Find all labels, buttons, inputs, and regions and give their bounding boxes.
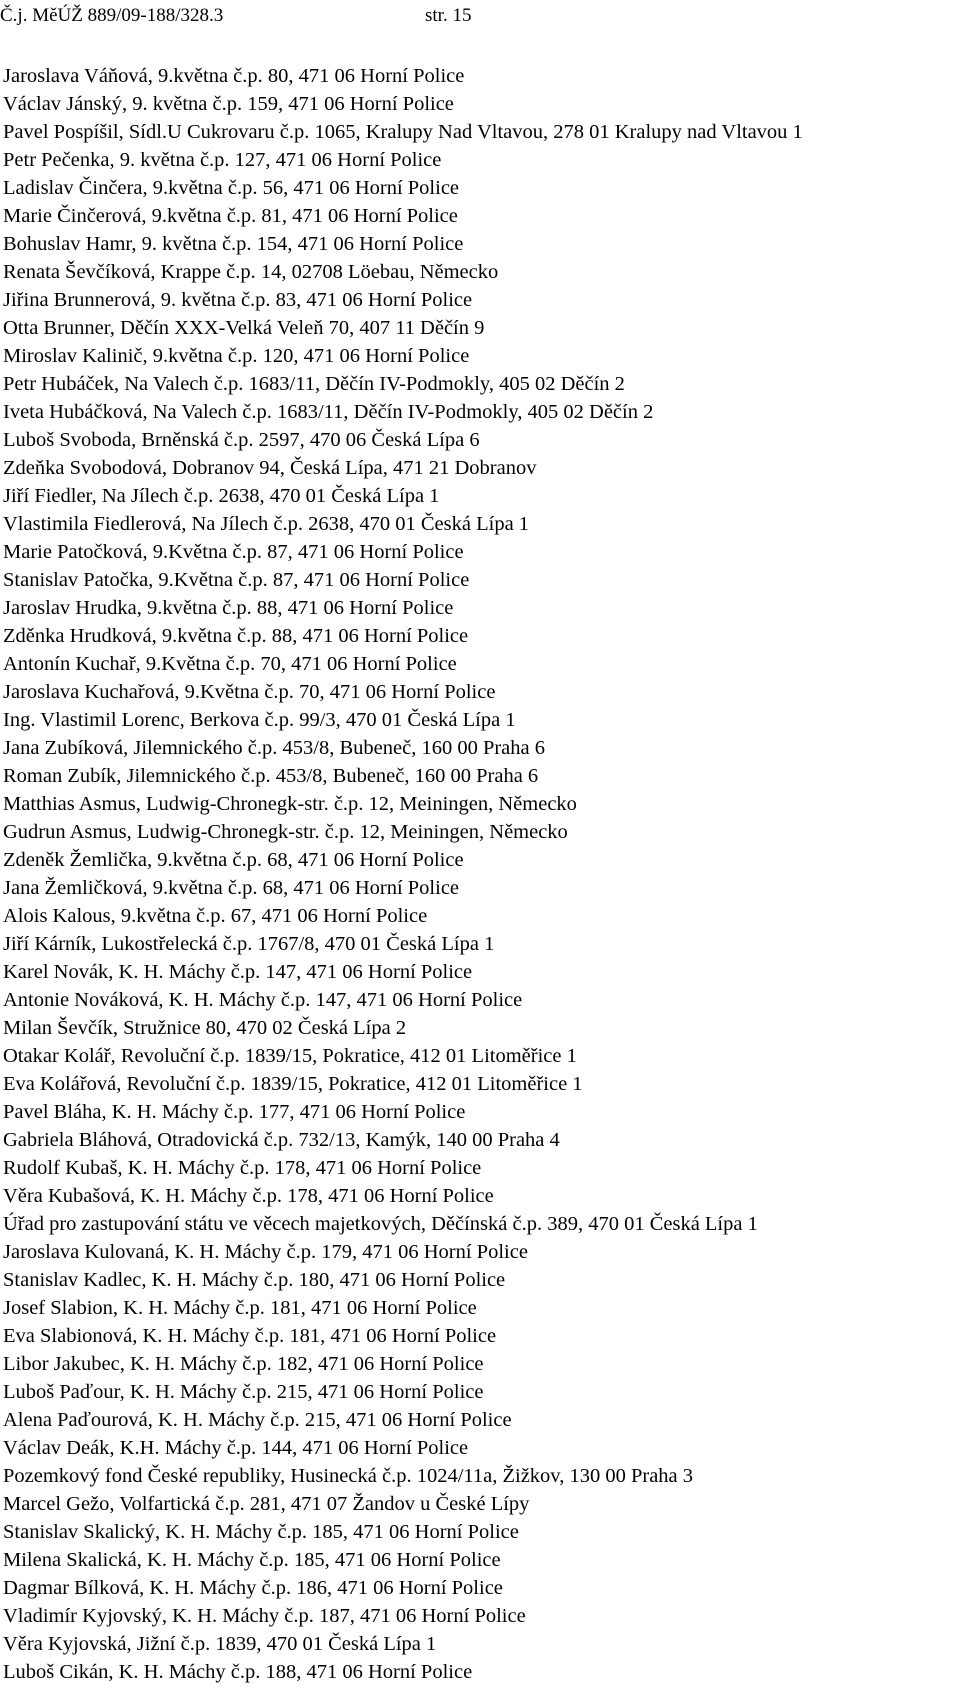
address-entry: Úřad pro zastupování státu ve věcech majetkových, Děčínská č.p. 389, 470 01 Česká Lípa 1 — [3, 1213, 758, 1235]
address-entry: Matthias Asmus, Ludwig-Chronegk-str. č.p. 12, Meiningen, Německo — [3, 793, 577, 815]
page-number: str. 15 — [425, 5, 472, 26]
address-entry: Milan Ševčík, Stružnice 80, 470 02 Česká Lípa 2 — [3, 1017, 407, 1039]
address-entry: Marcel Gežo, Volfartická č.p. 281, 471 07 Žandov u České Lípy — [3, 1493, 530, 1515]
address-entry: Dagmar Bílková, K. H. Máchy č.p. 186, 471 06 Horní Police — [3, 1577, 503, 1599]
address-entry: Jana Žemličková, 9.května č.p. 68, 471 06 Horní Police — [3, 877, 460, 899]
address-entry: Věra Kubašová, K. H. Máchy č.p. 178, 471 06 Horní Police — [3, 1185, 494, 1207]
address-entry: Vlastimila Fiedlerová, Na Jílech č.p. 2638, 470 01 Česká Lípa 1 — [3, 513, 530, 535]
address-entry: Jaroslav Hrudka, 9.května č.p. 88, 471 06 Horní Police — [3, 597, 454, 619]
address-entry: Jaroslava Kulovaná, K. H. Máchy č.p. 179, 471 06 Horní Police — [3, 1241, 528, 1263]
address-entry: Gudrun Asmus, Ludwig-Chronegk-str. č.p. 12, Meiningen, Německo — [3, 821, 568, 843]
address-entry: Rudolf Kubaš, K. H. Máchy č.p. 178, 471 06 Horní Police — [3, 1157, 482, 1179]
address-entry: Pozemkový fond České republiky, Husinecká č.p. 1024/11a, Žižkov, 130 00 Praha 3 — [3, 1465, 694, 1487]
address-entry: Stanislav Skalický, K. H. Máchy č.p. 185, 471 06 Horní Police — [3, 1521, 519, 1543]
address-entry: Zděnka Hrudková, 9.května č.p. 88, 471 06 Horní Police — [3, 625, 469, 647]
address-entry: Jiřina Brunnerová, 9. května č.p. 83, 471 06 Horní Police — [3, 289, 473, 311]
address-entry: Bohuslav Hamr, 9. května č.p. 154, 471 06 Horní Police — [3, 233, 464, 255]
address-entry: Marie Činčerová, 9.května č.p. 81, 471 06 Horní Police — [3, 205, 458, 227]
address-entry: Iveta Hubáčková, Na Valech č.p. 1683/11, Děčín IV-Podmokly, 405 02 Děčín 2 — [3, 401, 654, 423]
address-entry: Věra Kyjovská, Jižní č.p. 1839, 470 01 Česká Lípa 1 — [3, 1633, 437, 1655]
address-entry: Renata Ševčíková, Krappe č.p. 14, 02708 Löebau, Německo — [3, 261, 499, 283]
address-entry: Petr Pečenka, 9. května č.p. 127, 471 06 Horní Police — [3, 149, 442, 171]
address-entry: Ing. Vlastimil Lorenc, Berkova č.p. 99/3, 470 01 Česká Lípa 1 — [3, 709, 516, 731]
address-entry: Milena Skalická, K. H. Máchy č.p. 185, 471 06 Horní Police — [3, 1549, 501, 1571]
address-entry: Libor Jakubec, K. H. Máchy č.p. 182, 471 06 Horní Police — [3, 1353, 484, 1375]
address-entry: Alena Paďourová, K. H. Máchy č.p. 215, 471 06 Horní Police — [3, 1409, 512, 1431]
address-entry: Eva Slabionová, K. H. Máchy č.p. 181, 471 06 Horní Police — [3, 1325, 497, 1347]
address-entry: Zdeňka Svobodová, Dobranov 94, Česká Lípa, 471 21 Dobranov — [3, 457, 537, 479]
address-entry: Eva Kolářová, Revoluční č.p. 1839/15, Pokratice, 412 01 Litoměřice 1 — [3, 1073, 583, 1095]
address-entry: Antonín Kuchař, 9.Května č.p. 70, 471 06 Horní Police — [3, 653, 457, 675]
address-entry: Stanislav Patočka, 9.Května č.p. 87, 471 06 Horní Police — [3, 569, 470, 591]
address-entry: Otta Brunner, Děčín XXX-Velká Veleň 70, 407 11 Děčín 9 — [3, 317, 485, 339]
address-entry: Luboš Paďour, K. H. Máchy č.p. 215, 471 06 Horní Police — [3, 1381, 484, 1403]
address-entry: Vladimír Kyjovský, K. H. Máchy č.p. 187, 471 06 Horní Police — [3, 1605, 526, 1627]
address-entry: Stanislav Kadlec, K. H. Máchy č.p. 180, 471 06 Horní Police — [3, 1269, 506, 1291]
address-entry: Karel Novák, K. H. Máchy č.p. 147, 471 06 Horní Police — [3, 961, 473, 983]
address-entry: Antonie Nováková, K. H. Máchy č.p. 147, 471 06 Horní Police — [3, 989, 523, 1011]
address-entry: Petr Hubáček, Na Valech č.p. 1683/11, Děčín IV-Podmokly, 405 02 Děčín 2 — [3, 373, 625, 395]
address-entry: Otakar Kolář, Revoluční č.p. 1839/15, Pokratice, 412 01 Litoměřice 1 — [3, 1045, 577, 1067]
address-entry: Pavel Pospíšil, Sídl.U Cukrovaru č.p. 1065, Kralupy Nad Vltavou, 278 01 Kralupy nad Vltavou 1 — [3, 121, 803, 143]
address-entry: Josef Slabion, K. H. Máchy č.p. 181, 471 06 Horní Police — [3, 1297, 477, 1319]
address-entry: Jiří Fiedler, Na Jílech č.p. 2638, 470 01 Česká Lípa 1 — [3, 485, 440, 507]
address-entry: Jaroslava Kuchařová, 9.Května č.p. 70, 471 06 Horní Police — [3, 681, 496, 703]
address-entry: Marie Patočková, 9.Května č.p. 87, 471 06 Horní Police — [3, 541, 464, 563]
address-entry: Roman Zubík, Jilemnického č.p. 453/8, Bubeneč, 160 00 Praha 6 — [3, 765, 539, 787]
address-entry: Luboš Cikán, K. H. Máchy č.p. 188, 471 06 Horní Police — [3, 1661, 473, 1683]
document-reference-number: Č.j. MěÚŽ 889/09-188/328.3 — [0, 5, 224, 26]
address-entry: Miroslav Kalinič, 9.května č.p. 120, 471 06 Horní Police — [3, 345, 470, 367]
address-entry: Václav Deák, K.H. Máchy č.p. 144, 471 06 Horní Police — [3, 1437, 469, 1459]
address-list — [3, 62, 803, 1686]
address-entry: Zdeněk Žemlička, 9.května č.p. 68, 471 06 Horní Police — [3, 849, 464, 871]
address-entry: Pavel Bláha, K. H. Máchy č.p. 177, 471 06 Horní Police — [3, 1101, 466, 1123]
address-entry: Jaroslava Váňová, 9.května č.p. 80, 471 06 Horní Police — [3, 65, 465, 87]
address-entry: Ladislav Činčera, 9.května č.p. 56, 471 06 Horní Police — [3, 177, 460, 199]
address-entry: Jana Zubíková, Jilemnického č.p. 453/8, Bubeneč, 160 00 Praha 6 — [3, 737, 545, 759]
address-entry: Luboš Svoboda, Brněnská č.p. 2597, 470 06 Česká Lípa 6 — [3, 429, 480, 451]
address-entry: Jiří Kárník, Lukostřelecká č.p. 1767/8, 470 01 Česká Lípa 1 — [3, 933, 495, 955]
address-entry: Alois Kalous, 9.května č.p. 67, 471 06 Horní Police — [3, 905, 428, 927]
address-entry: Gabriela Bláhová, Otradovická č.p. 732/13, Kamýk, 140 00 Praha 4 — [3, 1129, 560, 1151]
address-entry: Václav Jánský, 9. května č.p. 159, 471 06 Horní Police — [3, 93, 454, 115]
